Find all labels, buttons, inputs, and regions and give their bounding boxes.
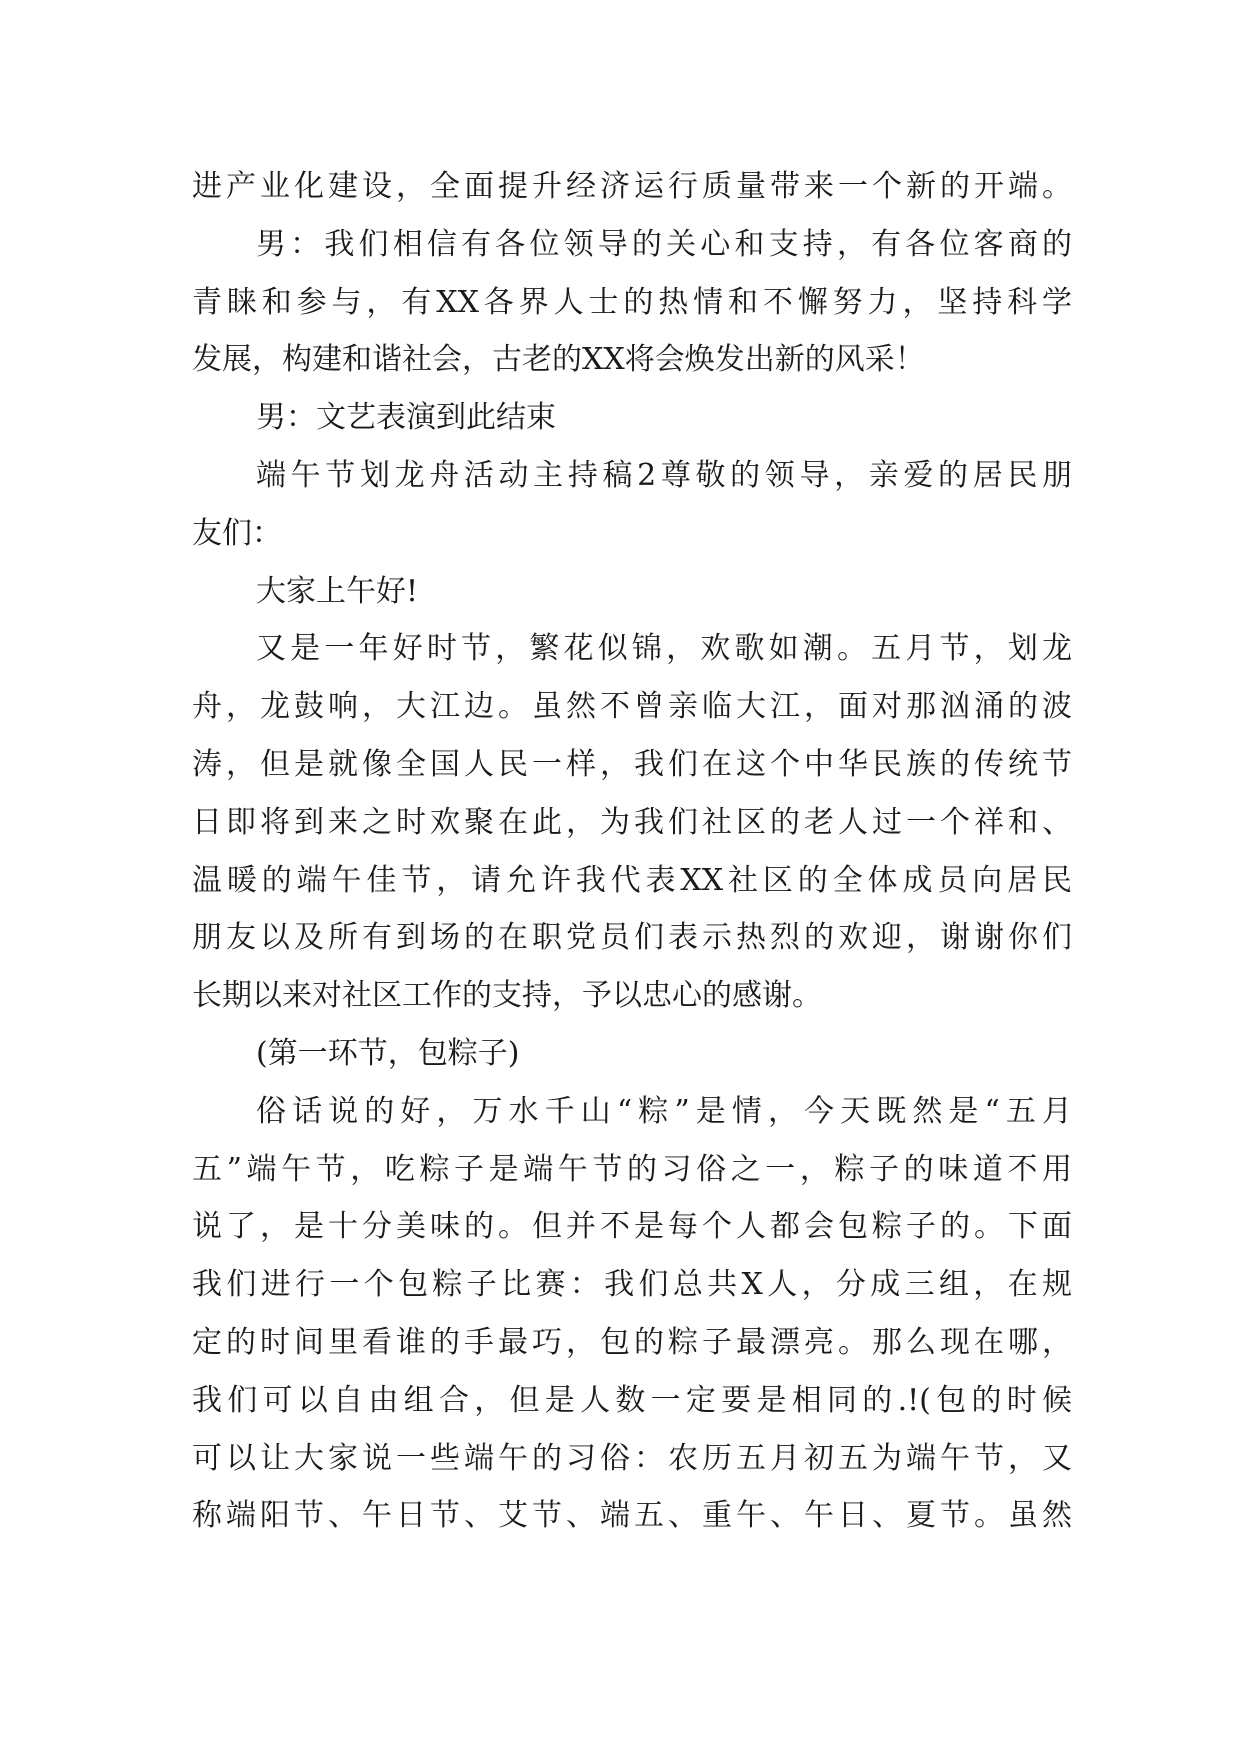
text-line: 男：文艺表演到此结束 bbox=[256, 400, 556, 436]
text-line: 舟，龙鼓响，大江边。虽然不曾亲临大江，面对那汹涌的波 bbox=[192, 689, 1072, 725]
body-text bbox=[192, 158, 1072, 1545]
text-line: 进产业化建设，全面提升经济运行质量带来一个新的开端。 bbox=[192, 169, 1072, 204]
text-line: 五”端午节，吃粽子是端午节的习俗之一，粽子的味道不用 bbox=[192, 1151, 1072, 1187]
text-line: 说了，是十分美味的。但并不是每个人都会包粽子的。下面 bbox=[192, 1209, 1072, 1245]
text-line: 端午节划龙舟活动主持稿2尊敬的领导，亲爱的居民朋 bbox=[256, 457, 1072, 493]
text-line: (第一环节，包粽子) bbox=[256, 1035, 520, 1071]
text-line: 朋友以及所有到场的在职党员们表示热烈的欢迎，谢谢你们 bbox=[192, 920, 1072, 956]
text-line: 发展，构建和谐社会，古老的XX将会焕发出新的风采！ bbox=[192, 342, 925, 378]
text-line: 称端阳节、午日节、艾节、端五、重午、午日、夏节。虽然 bbox=[192, 1498, 1072, 1534]
text-line: 定的时间里看谁的手最巧，包的粽子最漂亮。那么现在哪， bbox=[192, 1324, 1072, 1360]
text-line: 日即将到来之时欢聚在此，为我们社区的老人过一个祥和、 bbox=[192, 804, 1072, 840]
text-line: 男：我们相信有各位领导的关心和支持，有各位客商的 bbox=[256, 226, 1072, 262]
text-line: 友们： bbox=[192, 515, 282, 551]
text-line: 俗话说的好，万水千山“粽”是情，今天既然是“五月 bbox=[256, 1093, 1072, 1129]
text-line: 长期以来对社区工作的支持，予以忠心的感谢。 bbox=[192, 978, 822, 1014]
text-line: 又是一年好时节，繁花似锦，欢歌如潮。五月节，划龙 bbox=[256, 631, 1072, 667]
text-line: 涛，但是就像全国人民一样，我们在这个中华民族的传统节 bbox=[192, 746, 1072, 782]
text-line: 青睐和参与，有XX各界人士的热情和不懈努力，坚持科学 bbox=[192, 284, 1072, 320]
text-line: 我们进行一个包粽子比赛：我们总共X人，分成三组，在规 bbox=[192, 1267, 1072, 1303]
text-line: 大家上午好! bbox=[256, 573, 419, 609]
text-line: 我们可以自由组合，但是人数一定要是相同的.!(包的时候 bbox=[192, 1382, 1072, 1418]
text-line: 温暖的端午佳节，请允许我代表XX社区的全体成员向居民 bbox=[192, 862, 1072, 898]
text-line: 可以让大家说一些端午的习俗：农历五月初五为端午节，又 bbox=[192, 1440, 1072, 1476]
